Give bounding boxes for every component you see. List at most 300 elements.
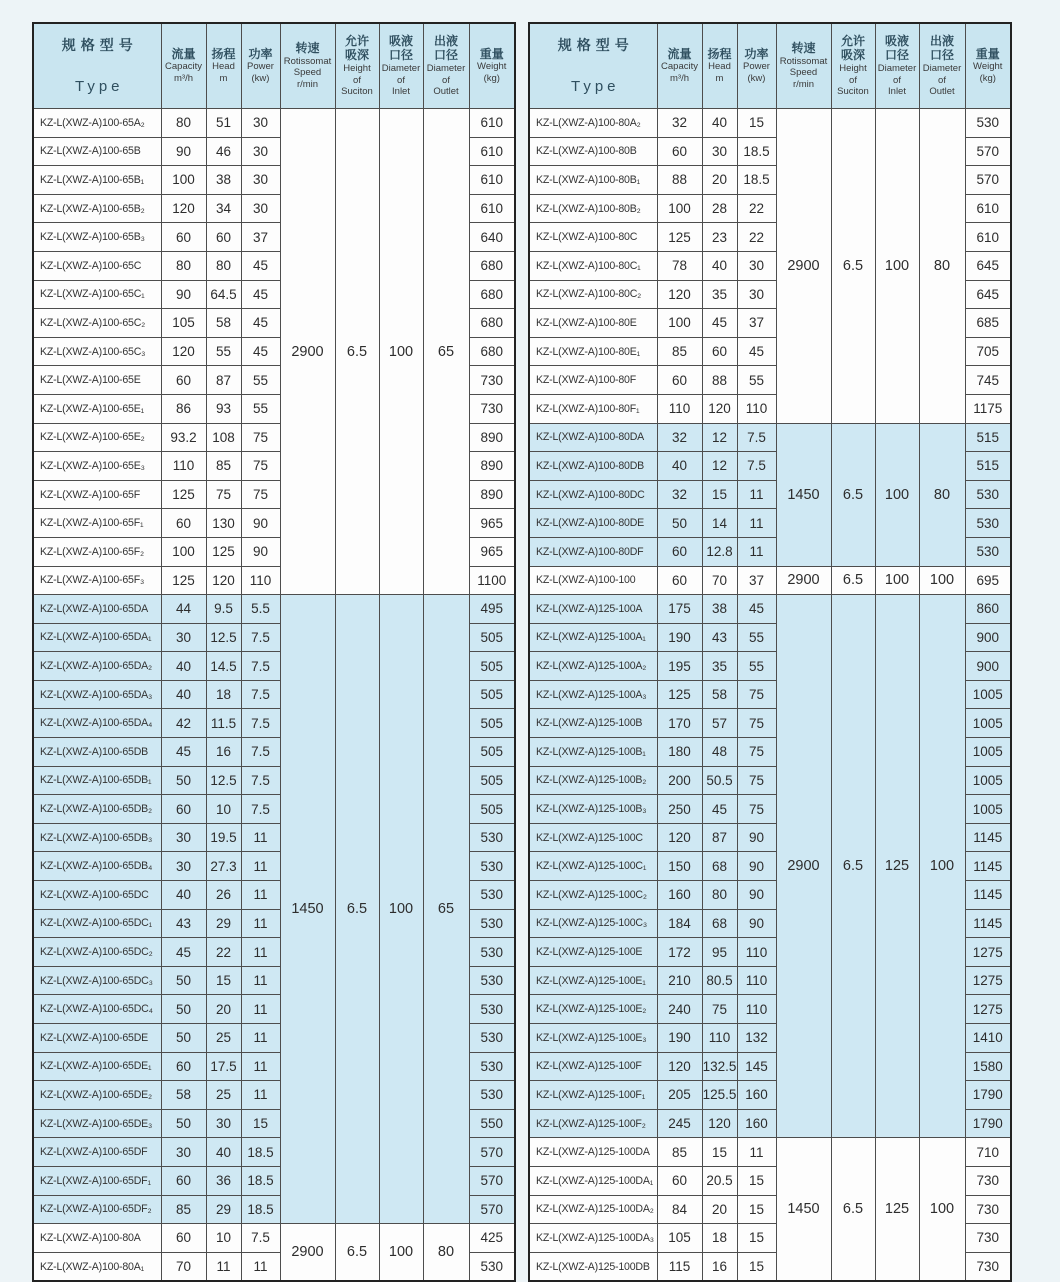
- capacity-cell: 80: [161, 109, 206, 138]
- column-header-outlet-diameter: [919, 23, 965, 109]
- weight-cell: 1005: [965, 680, 1011, 709]
- capacity-cell: 32: [657, 109, 702, 138]
- outlet-diameter-cell: 100: [919, 595, 965, 1138]
- header-line-en: (kg): [483, 72, 500, 84]
- type-cell: KZ-L(XWZ-A)100-65B₁: [33, 166, 161, 195]
- table-row: [33, 1224, 515, 1253]
- header-line-en: Rotissomat: [283, 55, 332, 67]
- header-line-en: m³/h: [670, 72, 689, 84]
- column-header-text: [336, 24, 379, 108]
- type-cell: KZ-L(XWZ-A)125-100E₃: [529, 1024, 657, 1053]
- head-cell: 38: [206, 166, 241, 195]
- type-cell: KZ-L(XWZ-A)100-65F₂: [33, 537, 161, 566]
- type-cell: KZ-L(XWZ-A)125-100F₁: [529, 1081, 657, 1110]
- capacity-cell: 40: [161, 652, 206, 681]
- power-cell: 55: [737, 623, 776, 652]
- head-cell: 12: [702, 452, 737, 481]
- head-cell: 87: [702, 823, 737, 852]
- type-cell: KZ-L(XWZ-A)100-65B: [33, 137, 161, 166]
- column-header-suction-height: [831, 23, 875, 109]
- weight-cell: 505: [469, 709, 515, 738]
- capacity-cell: 110: [657, 394, 702, 423]
- weight-cell: 730: [965, 1252, 1011, 1281]
- type-cell: KZ-L(XWZ-A)100-80E: [529, 309, 657, 338]
- capacity-cell: 50: [657, 509, 702, 538]
- header-row: [529, 23, 1011, 109]
- power-cell: 37: [737, 309, 776, 338]
- head-cell: 20.5: [702, 1166, 737, 1195]
- power-cell: 45: [737, 595, 776, 624]
- capacity-cell: 93.2: [161, 423, 206, 452]
- weight-cell: 530: [965, 480, 1011, 509]
- power-cell: 30: [241, 137, 280, 166]
- column-header-outlet-diameter: [423, 23, 469, 109]
- head-cell: 55: [206, 337, 241, 366]
- outlet-diameter-cell: 80: [423, 1224, 469, 1282]
- weight-cell: 505: [469, 680, 515, 709]
- power-cell: 90: [737, 823, 776, 852]
- weight-cell: 1175: [965, 394, 1011, 423]
- weight-cell: 1005: [965, 795, 1011, 824]
- head-cell: 87: [206, 366, 241, 395]
- column-header-weight: [469, 23, 515, 109]
- head-cell: 120: [702, 394, 737, 423]
- header-line-en: m: [715, 72, 724, 84]
- weight-cell: 1790: [965, 1109, 1011, 1138]
- capacity-cell: 184: [657, 909, 702, 938]
- inlet-diameter-cell: 100: [379, 595, 423, 1224]
- type-cell: KZ-L(XWZ-A)125-100E: [529, 938, 657, 967]
- weight-cell: 1145: [965, 823, 1011, 852]
- weight-cell: 890: [469, 452, 515, 481]
- capacity-cell: 125: [657, 223, 702, 252]
- type-cell: KZ-L(XWZ-A)100-80B₂: [529, 194, 657, 223]
- capacity-cell: 78: [657, 251, 702, 280]
- header-line-en: Weight: [477, 61, 507, 73]
- capacity-cell: 70: [161, 1252, 206, 1281]
- spec-table-left: [32, 22, 516, 1282]
- type-cell: KZ-L(XWZ-A)100-65A₂: [33, 109, 161, 138]
- suction-height-cell: 6.5: [335, 109, 379, 595]
- inlet-diameter-cell: 100: [379, 1224, 423, 1282]
- type-cell: KZ-L(XWZ-A)125-100B₂: [529, 766, 657, 795]
- head-cell: 18: [702, 1224, 737, 1253]
- header-line-en: Inlet: [392, 86, 410, 98]
- header-line-en: Diameter: [877, 63, 917, 75]
- speed-cell: 1450: [280, 595, 335, 1224]
- head-cell: 25: [206, 1081, 241, 1110]
- power-cell: 5.5: [241, 595, 280, 624]
- capacity-cell: 175: [657, 595, 702, 624]
- type-cell: KZ-L(XWZ-A)100-80C₂: [529, 280, 657, 309]
- header-line-en: Suciton: [341, 86, 373, 98]
- column-header-capacity: [161, 23, 206, 109]
- head-cell: 30: [702, 137, 737, 166]
- weight-cell: 610: [965, 223, 1011, 252]
- power-cell: 7.5: [241, 680, 280, 709]
- power-cell: 7.5: [241, 738, 280, 767]
- capacity-cell: 85: [657, 337, 702, 366]
- type-cell: KZ-L(XWZ-A)100-65DB: [33, 738, 161, 767]
- type-cell: KZ-L(XWZ-A)100-65DF₂: [33, 1195, 161, 1224]
- weight-cell: 710: [965, 1138, 1011, 1167]
- speed-cell: 2900: [776, 566, 831, 595]
- head-cell: 110: [702, 1024, 737, 1053]
- head-cell: 70: [702, 566, 737, 595]
- capacity-cell: 42: [161, 709, 206, 738]
- head-cell: 29: [206, 1195, 241, 1224]
- power-cell: 11: [241, 995, 280, 1024]
- weight-cell: 530: [469, 1081, 515, 1110]
- weight-cell: 515: [965, 452, 1011, 481]
- power-cell: 75: [241, 452, 280, 481]
- head-cell: 93: [206, 394, 241, 423]
- type-cell: KZ-L(XWZ-A)100-80B: [529, 137, 657, 166]
- type-cell: KZ-L(XWZ-A)100-80DA: [529, 423, 657, 452]
- type-cell: KZ-L(XWZ-A)100-65DE₂: [33, 1081, 161, 1110]
- head-cell: 75: [702, 995, 737, 1024]
- inlet-diameter-cell: 100: [875, 109, 919, 424]
- capacity-cell: 60: [161, 1224, 206, 1253]
- capacity-cell: 40: [161, 881, 206, 910]
- header-line-en: m³/h: [174, 72, 193, 84]
- weight-cell: 730: [469, 394, 515, 423]
- power-cell: 55: [737, 652, 776, 681]
- capacity-cell: 245: [657, 1109, 702, 1138]
- header-line-en: Diameter: [381, 63, 421, 75]
- header-line-cn: 允许: [344, 33, 369, 48]
- header-line-en: Speed: [789, 67, 818, 79]
- head-cell: 15: [702, 1138, 737, 1167]
- header-line-en: of: [938, 74, 946, 86]
- head-cell: 26: [206, 881, 241, 910]
- table-row: [529, 423, 1011, 452]
- weight-cell: 495: [469, 595, 515, 624]
- capacity-cell: 195: [657, 652, 702, 681]
- weight-cell: 505: [469, 738, 515, 767]
- head-cell: 27.3: [206, 852, 241, 881]
- power-cell: 75: [241, 480, 280, 509]
- power-cell: 75: [241, 423, 280, 452]
- capacity-cell: 120: [657, 1052, 702, 1081]
- head-cell: 60: [702, 337, 737, 366]
- capacity-cell: 80: [161, 251, 206, 280]
- type-cell: KZ-L(XWZ-A)100-65C₂: [33, 309, 161, 338]
- head-cell: 35: [702, 280, 737, 309]
- head-cell: 10: [206, 1224, 241, 1253]
- power-cell: 22: [737, 194, 776, 223]
- suction-height-cell: 6.5: [831, 109, 875, 424]
- header-line-en: Height: [343, 63, 371, 75]
- head-cell: 9.5: [206, 595, 241, 624]
- type-cell: KZ-L(XWZ-A)100-65E₃: [33, 452, 161, 481]
- header-line-en: (kw): [747, 72, 766, 84]
- header-line-en: Height: [839, 63, 867, 75]
- head-cell: 40: [702, 251, 737, 280]
- power-cell: 11: [241, 823, 280, 852]
- capacity-cell: 50: [161, 1109, 206, 1138]
- capacity-cell: 85: [161, 1195, 206, 1224]
- weight-cell: 645: [965, 251, 1011, 280]
- type-cell: KZ-L(XWZ-A)100-65DB₄: [33, 852, 161, 881]
- column-header-text: [876, 24, 919, 108]
- power-cell: 90: [241, 509, 280, 538]
- capacity-cell: 150: [657, 852, 702, 881]
- weight-cell: 530: [469, 1252, 515, 1281]
- type-cell: KZ-L(XWZ-A)100-65E₁: [33, 394, 161, 423]
- type-cell: KZ-L(XWZ-A)100-80DE: [529, 509, 657, 538]
- column-header-power: [241, 23, 280, 109]
- type-cell: KZ-L(XWZ-A)125-100C: [529, 823, 657, 852]
- capacity-cell: 60: [161, 366, 206, 395]
- weight-cell: 730: [965, 1195, 1011, 1224]
- capacity-cell: 50: [161, 1024, 206, 1053]
- header-line-cn: 重量: [975, 46, 1000, 61]
- capacity-cell: 30: [161, 623, 206, 652]
- weight-cell: 530: [469, 995, 515, 1024]
- head-cell: 28: [702, 194, 737, 223]
- type-cell: KZ-L(XWZ-A)100-80DC: [529, 480, 657, 509]
- weight-cell: 1005: [965, 766, 1011, 795]
- weight-cell: 550: [469, 1109, 515, 1138]
- weight-cell: 505: [469, 766, 515, 795]
- weight-cell: 890: [469, 423, 515, 452]
- header-line-en: of: [353, 74, 361, 86]
- capacity-cell: 120: [657, 280, 702, 309]
- type-cell: KZ-L(XWZ-A)100-65F₃: [33, 566, 161, 595]
- header-line-en: m: [219, 72, 228, 84]
- power-cell: 18.5: [737, 137, 776, 166]
- weight-cell: 530: [469, 1024, 515, 1053]
- weight-cell: 425: [469, 1224, 515, 1253]
- capacity-cell: 60: [161, 223, 206, 252]
- weight-cell: 570: [965, 137, 1011, 166]
- weight-cell: 570: [469, 1138, 515, 1167]
- capacity-cell: 50: [161, 995, 206, 1024]
- column-header-speed: [280, 23, 335, 109]
- head-cell: 130: [206, 509, 241, 538]
- weight-cell: 900: [965, 623, 1011, 652]
- header-line-en: Type: [570, 77, 620, 95]
- header-line-en: Inlet: [888, 86, 906, 98]
- power-cell: 7.5: [241, 652, 280, 681]
- capacity-cell: 43: [161, 909, 206, 938]
- power-cell: 15: [737, 1224, 776, 1253]
- weight-cell: 530: [469, 852, 515, 881]
- outlet-diameter-cell: 65: [423, 109, 469, 595]
- head-cell: 120: [702, 1109, 737, 1138]
- column-header-text: [832, 24, 875, 108]
- head-cell: 60: [206, 223, 241, 252]
- power-cell: 15: [737, 109, 776, 138]
- capacity-cell: 60: [657, 537, 702, 566]
- speed-cell: 2900: [776, 595, 831, 1138]
- head-cell: 75: [206, 480, 241, 509]
- table-row: [529, 1138, 1011, 1167]
- outlet-diameter-cell: 100: [919, 1138, 965, 1281]
- suction-height-cell: 6.5: [831, 595, 875, 1138]
- head-cell: 88: [702, 366, 737, 395]
- column-header-text: [207, 24, 241, 108]
- weight-cell: 530: [469, 938, 515, 967]
- head-cell: 120: [206, 566, 241, 595]
- capacity-cell: 44: [161, 595, 206, 624]
- power-cell: 55: [241, 366, 280, 395]
- header-line-cn: 流量: [171, 46, 196, 61]
- capacity-cell: 60: [657, 566, 702, 595]
- capacity-cell: 172: [657, 938, 702, 967]
- header-line-cn: 口径: [884, 48, 909, 63]
- power-cell: 55: [241, 394, 280, 423]
- speed-cell: 1450: [776, 1138, 831, 1281]
- capacity-cell: 115: [657, 1252, 702, 1281]
- capacity-cell: 40: [657, 452, 702, 481]
- column-header-inlet-diameter: [875, 23, 919, 109]
- head-cell: 23: [702, 223, 737, 252]
- type-cell: KZ-L(XWZ-A)100-65DF₁: [33, 1166, 161, 1195]
- head-cell: 15: [702, 480, 737, 509]
- head-cell: 85: [206, 452, 241, 481]
- column-header-text: [380, 24, 423, 108]
- capacity-cell: 60: [161, 1052, 206, 1081]
- capacity-cell: 125: [161, 566, 206, 595]
- capacity-cell: 60: [161, 1166, 206, 1195]
- power-cell: 15: [737, 1195, 776, 1224]
- column-header-head: [206, 23, 241, 109]
- capacity-cell: 60: [657, 137, 702, 166]
- power-cell: 110: [241, 566, 280, 595]
- header-line-cn: 吸液: [884, 33, 909, 48]
- header-line-cn: 转速: [295, 40, 320, 55]
- weight-cell: 515: [965, 423, 1011, 452]
- power-cell: 11: [241, 938, 280, 967]
- capacity-cell: 40: [161, 680, 206, 709]
- column-header-text: [920, 24, 965, 108]
- head-cell: 11: [206, 1252, 241, 1281]
- head-cell: 95: [702, 938, 737, 967]
- weight-cell: 680: [469, 309, 515, 338]
- header-line-en: Head: [708, 61, 731, 73]
- speed-cell: 2900: [280, 109, 335, 595]
- head-cell: 80: [206, 251, 241, 280]
- type-cell: KZ-L(XWZ-A)100-65DB₂: [33, 795, 161, 824]
- header-line-cn: 转速: [791, 40, 816, 55]
- head-cell: 35: [702, 652, 737, 681]
- header-line-cn: 扬程: [211, 46, 236, 61]
- header-line-cn: 重量: [479, 46, 504, 61]
- header-line-en: Outlet: [929, 86, 955, 98]
- inlet-diameter-cell: 100: [875, 423, 919, 566]
- capacity-cell: 200: [657, 766, 702, 795]
- head-cell: 12.8: [702, 537, 737, 566]
- head-cell: 19.5: [206, 823, 241, 852]
- weight-cell: 610: [469, 109, 515, 138]
- speed-cell: 2900: [280, 1224, 335, 1282]
- head-cell: 12.5: [206, 766, 241, 795]
- power-cell: 45: [241, 309, 280, 338]
- head-cell: 125.5: [702, 1081, 737, 1110]
- type-cell: KZ-L(XWZ-A)100-65DC₃: [33, 966, 161, 995]
- weight-cell: 530: [469, 966, 515, 995]
- type-cell: KZ-L(XWZ-A)100-65DE₁: [33, 1052, 161, 1081]
- capacity-cell: 45: [161, 738, 206, 767]
- power-cell: 90: [737, 909, 776, 938]
- head-cell: 20: [206, 995, 241, 1024]
- weight-cell: 730: [965, 1166, 1011, 1195]
- inlet-diameter-cell: 125: [875, 1138, 919, 1281]
- column-header-text: [966, 24, 1011, 108]
- type-cell: KZ-L(XWZ-A)125-100DA₂: [529, 1195, 657, 1224]
- weight-cell: 530: [965, 537, 1011, 566]
- head-cell: 11.5: [206, 709, 241, 738]
- header-line-cn: 出液: [433, 33, 458, 48]
- column-header-text: [470, 24, 515, 108]
- head-cell: 46: [206, 137, 241, 166]
- header-line-cn: 功率: [744, 46, 769, 61]
- type-cell: KZ-L(XWZ-A)100-65DC: [33, 881, 161, 910]
- type-cell: KZ-L(XWZ-A)100-65DA: [33, 595, 161, 624]
- power-cell: 45: [241, 337, 280, 366]
- column-header-text: [424, 24, 469, 108]
- power-cell: 11: [241, 909, 280, 938]
- weight-cell: 1275: [965, 966, 1011, 995]
- weight-cell: 1005: [965, 738, 1011, 767]
- weight-cell: 610: [469, 137, 515, 166]
- header-line-cn: 吸深: [344, 48, 369, 63]
- capacity-cell: 100: [657, 309, 702, 338]
- capacity-cell: 85: [657, 1138, 702, 1167]
- type-cell: KZ-L(XWZ-A)125-100C₃: [529, 909, 657, 938]
- inlet-diameter-cell: 100: [379, 109, 423, 595]
- weight-cell: 570: [469, 1195, 515, 1224]
- head-cell: 30: [206, 1109, 241, 1138]
- power-cell: 11: [241, 966, 280, 995]
- head-cell: 80: [702, 881, 737, 910]
- power-cell: 110: [737, 995, 776, 1024]
- capacity-cell: 90: [161, 137, 206, 166]
- weight-cell: 645: [965, 280, 1011, 309]
- weight-cell: 530: [965, 109, 1011, 138]
- column-header-text: [738, 24, 776, 108]
- column-header-text: [34, 23, 161, 109]
- head-cell: 38: [702, 595, 737, 624]
- weight-cell: 530: [965, 509, 1011, 538]
- capacity-cell: 110: [161, 452, 206, 481]
- head-cell: 40: [206, 1138, 241, 1167]
- type-cell: KZ-L(XWZ-A)125-100A: [529, 595, 657, 624]
- header-line-en: of: [893, 74, 901, 86]
- header-line-en: Diameter: [426, 63, 466, 75]
- table-header: [33, 23, 515, 109]
- suction-height-cell: 6.5: [831, 1138, 875, 1281]
- head-cell: 64.5: [206, 280, 241, 309]
- power-cell: 45: [241, 251, 280, 280]
- capacity-cell: 58: [161, 1081, 206, 1110]
- column-header-type: [529, 23, 657, 109]
- capacity-cell: 105: [161, 309, 206, 338]
- head-cell: 18: [206, 680, 241, 709]
- spec-table-right: [528, 22, 1012, 1282]
- weight-cell: 680: [469, 337, 515, 366]
- capacity-cell: 120: [161, 194, 206, 223]
- head-cell: 34: [206, 194, 241, 223]
- weight-cell: 745: [965, 366, 1011, 395]
- type-cell: KZ-L(XWZ-A)100-65C₁: [33, 280, 161, 309]
- power-cell: 7.5: [737, 423, 776, 452]
- weight-cell: 695: [965, 566, 1011, 595]
- power-cell: 7.5: [737, 452, 776, 481]
- weight-cell: 730: [469, 366, 515, 395]
